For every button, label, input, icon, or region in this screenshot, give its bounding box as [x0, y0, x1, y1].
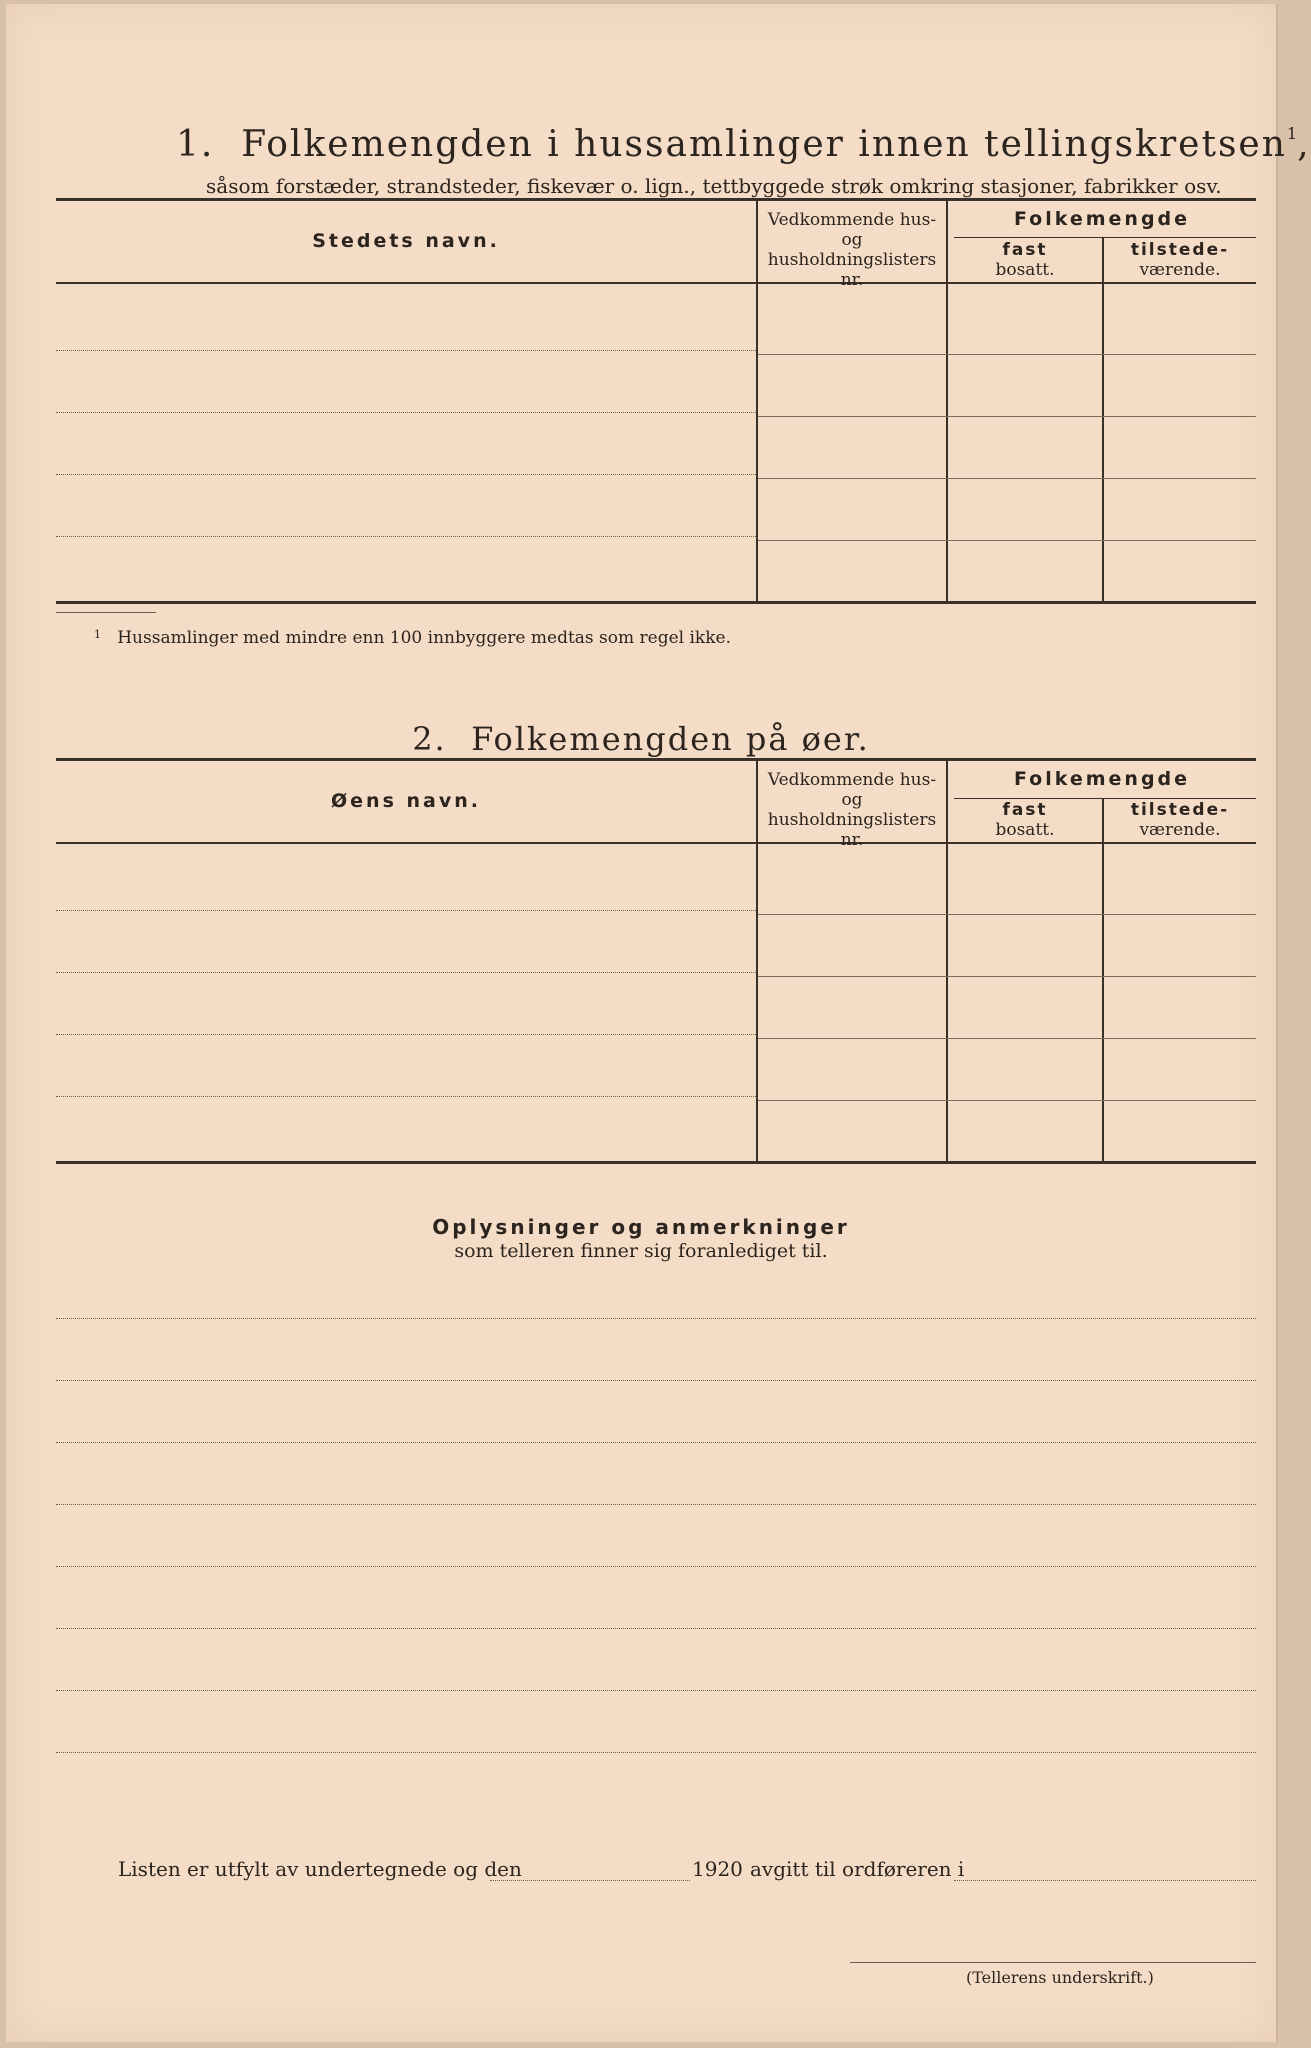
notes-line: [56, 1690, 1256, 1691]
col-lists-line2: husholdningslisters: [767, 250, 937, 270]
section2-heading: [6, 720, 1276, 758]
col-fast-line1: fast: [1002, 800, 1048, 820]
section1-footnote-ref: 1: [1286, 124, 1298, 143]
section1-title-suffix: ,: [1297, 124, 1311, 165]
signature-year: 1920: [692, 1857, 743, 1881]
section2-number: 2.: [412, 720, 447, 758]
census-form-page: [6, 4, 1311, 2042]
col-fast-line1: fast: [1002, 240, 1048, 260]
section1-subtitle: såsom forstæder, strandsteder, fiskevær o. lign., tettbyggede strøk omkring stasjoner, fabrikker osv.: [206, 174, 1222, 198]
notes-subtitle: som telleren finner sig foranlediget til.: [454, 1240, 828, 1262]
col-tilstede-line2: værende.: [1139, 820, 1221, 840]
signature-field[interactable]: [850, 1962, 1256, 1963]
notes-line: [56, 1380, 1256, 1381]
section1-footnote: [94, 628, 731, 648]
col-fast-line2: bosatt.: [995, 820, 1055, 840]
notes-line: [56, 1442, 1256, 1443]
section1-col-resident: [948, 240, 1102, 280]
col-lists-line1: Vedkommende hus- og: [767, 770, 937, 810]
section2-col-population: Folkemengde: [1013, 768, 1191, 790]
table-row: [56, 1096, 756, 1097]
table-row: [56, 474, 756, 475]
col-tilstede-line2: værende.: [1139, 260, 1221, 280]
notes-line: [56, 1318, 1256, 1319]
footnote-text: Hussamlinger med mindre enn 100 innbyggere medtas som regel ikke.: [117, 628, 732, 648]
section1-col-present: [1104, 240, 1256, 280]
section1-col-place-name: Stedets navn.: [312, 230, 500, 252]
table-row: [56, 972, 756, 973]
col-lists-line2: husholdningslisters: [767, 810, 937, 830]
table-row: [56, 1034, 756, 1035]
table-row: [56, 412, 756, 413]
section1-title: Folkemengden i hussamlinger innen tellingskretsen: [241, 124, 1287, 165]
table-row: [56, 910, 756, 911]
section2-col-lists: [758, 770, 946, 850]
section1-number: 1.: [176, 124, 215, 165]
signature-text2: avgitt til ordføreren i: [750, 1857, 965, 1881]
table-row: [56, 536, 756, 537]
section1-col-lists: [758, 210, 946, 290]
section2-title: Folkemengden på øer.: [471, 720, 870, 758]
section2-col-island-name: Øens navn.: [331, 790, 481, 812]
table-row: [56, 350, 756, 351]
notes-line: [56, 1752, 1256, 1753]
section2-col-resident: [948, 800, 1102, 840]
signature-text1: Listen er utfylt av undertegnede og den: [118, 1857, 522, 1881]
section2-col-present: [1104, 800, 1256, 840]
section1-col-population: Folkemengde: [1013, 208, 1191, 230]
col-tilstede-line1: tilstede-: [1130, 240, 1230, 260]
col-lists-line3: nr.: [840, 270, 864, 290]
notes-title: Oplysninger og anmerkninger: [432, 1215, 850, 1239]
signature-caption: (Tellerens underskrift.): [966, 1968, 1154, 1987]
municipality-field[interactable]: [954, 1880, 1256, 1881]
col-lists-line1: Vedkommende hus- og: [767, 210, 937, 250]
footnote-mark: 1: [94, 628, 101, 641]
col-lists-line3: nr.: [840, 830, 864, 850]
notes-line: [56, 1504, 1256, 1505]
notes-line: [56, 1628, 1256, 1629]
col-tilstede-line1: tilstede-: [1130, 800, 1230, 820]
section1-heading: [176, 124, 1311, 165]
col-fast-line2: bosatt.: [995, 260, 1055, 280]
date-field[interactable]: [490, 1880, 690, 1881]
notes-line: [56, 1566, 1256, 1567]
